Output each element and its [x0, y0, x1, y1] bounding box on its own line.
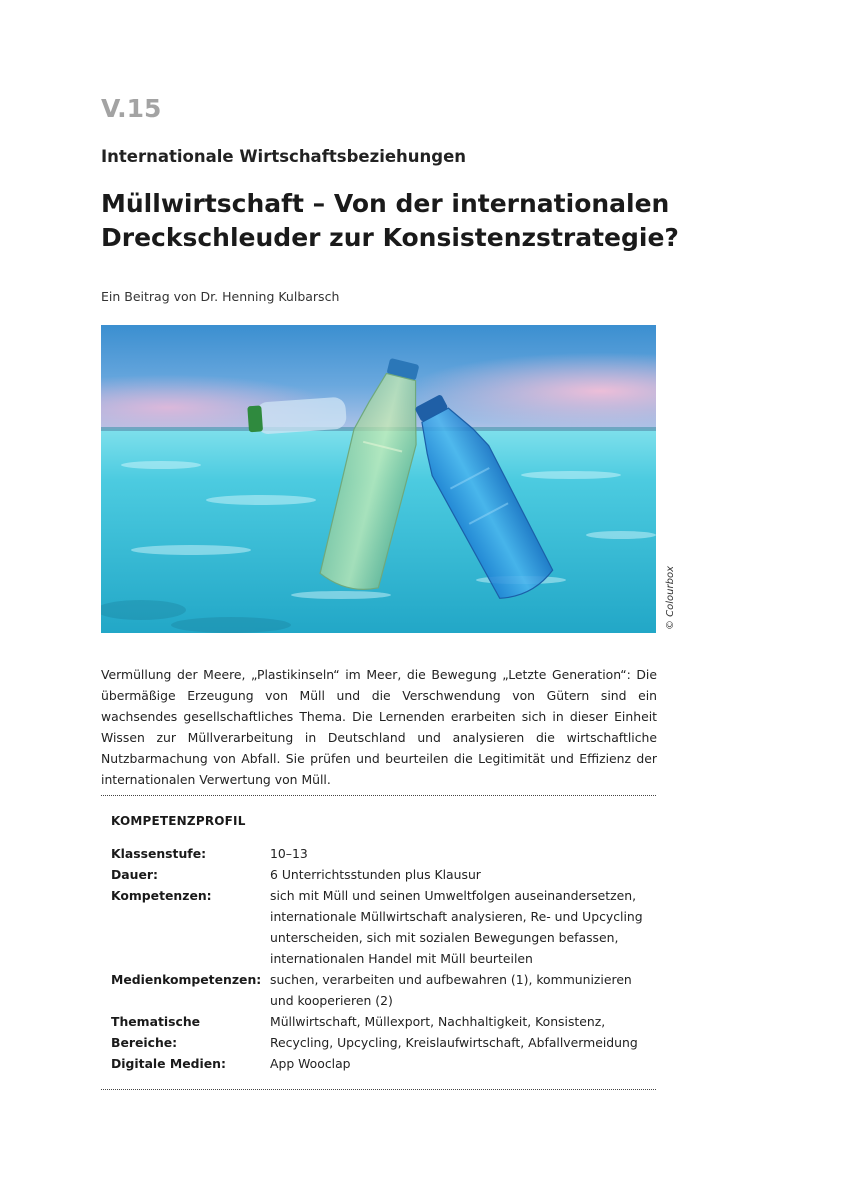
profile-label: Medienkompetenzen:	[111, 972, 262, 987]
intro-paragraph: Vermüllung der Meere, „Plastikinseln“ im Meer, die Bewegung „Letzte Generation“: Die übermäßige Erzeugung von Müll und die Verschwendung von Gütern sind ein wachsendes gesellschaftliches Thema. Die Lernenden erarbeiten sich in dieser Einheit Wissen zur Müllverarbeitung in Deutschland und analysieren die wirtschaftliche Nutzbarmachung von Abfall. Sie prüfen und beurteilen die Legitimität und Effizienz der internationalen Verwertung von Müll.	[101, 667, 657, 787]
cover-photo	[101, 325, 656, 633]
subject-heading: Internationale Wirtschaftsbeziehungen	[101, 147, 467, 166]
profile-top-divider	[101, 795, 656, 796]
profile-row	[111, 1053, 656, 1074]
profile-value: Müllwirtschaft, Müllexport, Nachhaltigkeit, Konsistenz, Recycling, Upcycling, Kreislaufwirtschaft, Abfallvermeidung	[270, 1014, 638, 1050]
profile-bottom-divider	[101, 1089, 656, 1090]
profile-label: Digitale Medien:	[111, 1056, 226, 1071]
photo-credit: © Colourbox	[665, 565, 676, 630]
profile-row	[111, 885, 656, 969]
profile-label: Kompetenzen:	[111, 888, 212, 903]
profile-label: Dauer:	[111, 867, 158, 882]
profile-label: Klassenstufe:	[111, 846, 207, 861]
document-title: Müllwirtschaft – Von der internationalen Dreckschleuder zur Konsistenzstrategie?	[101, 189, 679, 252]
profile-value: 6 Unterrichtsstunden plus Klausur	[270, 867, 481, 882]
profile-row	[111, 864, 656, 885]
profile-value: suchen, verarbeiten und aufbewahren (1), kommunizieren und kooperieren (2)	[270, 972, 632, 1008]
competence-profile-heading: KOMPETENZPROFIL	[111, 814, 246, 828]
profile-row	[111, 969, 656, 1011]
competence-profile-table	[111, 843, 656, 1074]
profile-row	[111, 1011, 656, 1053]
author-line: Ein Beitrag von Dr. Henning Kulbarsch	[101, 289, 340, 304]
plastic-bottles-in-sea-illustration	[101, 325, 656, 633]
profile-label: Thematische Bereiche:	[111, 1014, 201, 1050]
profile-value: App Wooclap	[270, 1056, 351, 1071]
profile-value: sich mit Müll und seinen Umweltfolgen auseinandersetzen, internationale Müllwirtschaft analysieren, Re- und Upcycling unterscheiden, sich mit sozialen Bewegungen befassen, internationalen Handel mit Müll beurteilen	[270, 888, 643, 966]
profile-row	[111, 843, 656, 864]
profile-value: 10–13	[270, 846, 308, 861]
page-number: V.15	[101, 94, 162, 123]
